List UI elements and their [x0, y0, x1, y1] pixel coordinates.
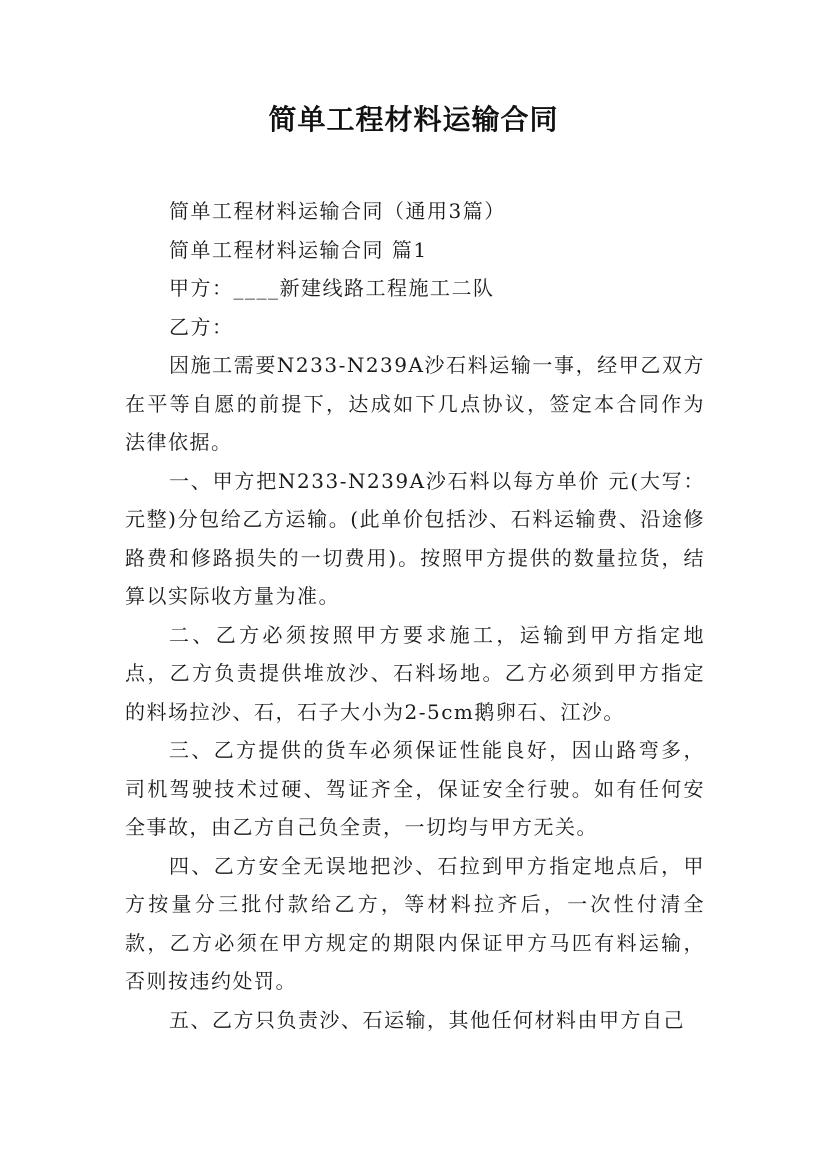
paragraph-clause-3: 三、乙方提供的货车必须保证性能良好，因山路弯多，司机驾驶技术过硬、驾证齐全，保证安全行驶。如有任何安全事故，由乙方自己负全责，一切均与甲方无关。	[125, 738, 705, 839]
document-title: 简单工程材料运输合同	[268, 103, 559, 136]
paragraph-section-heading: 简单工程材料运输合同 篇1	[169, 237, 428, 262]
document-body	[125, 192, 705, 1039]
paragraph-clause-5: 五、乙方只负责沙、石运输，其他任何材料由甲方自己	[169, 1007, 685, 1032]
paragraph-party-a: 甲方：____新建线路工程施工二队	[169, 276, 495, 300]
paragraph-clause-1: 一、甲方把N233-N239A沙石料以每方单价 元(大写：元整)分包给乙方运输。(此单价包括沙、石料运输费、沿途修路费和修路损失的一切费用)。按照甲方提供的数量拉货，结算以实际收方量为准。	[125, 468, 705, 608]
paragraph-subtitle: 简单工程材料运输合同（通用3篇）	[169, 199, 506, 223]
paragraph-preamble: 因施工需要N233-N239A沙石料运输一事，经甲乙双方在平等自愿的前提下，达成如下几点协议，签定本合同作为法律依据。	[125, 353, 705, 454]
paragraph-party-b: 乙方：	[169, 314, 234, 339]
paragraph-clause-4: 四、乙方安全无误地把沙、石拉到甲方指定地点后，甲方按量分三批付款给乙方，等材料拉齐后，一次性付清全款，乙方必须在甲方规定的期限内保证甲方马匹有料运输，否则按违约处罚。	[125, 853, 705, 993]
paragraph-clause-2: 二、乙方必须按照甲方要求施工，运输到甲方指定地点，乙方负责提供堆放沙、石料场地。乙方必须到甲方指定的料场拉沙、石，石子大小为2-5cm鹅卵石、江沙。	[125, 622, 705, 724]
